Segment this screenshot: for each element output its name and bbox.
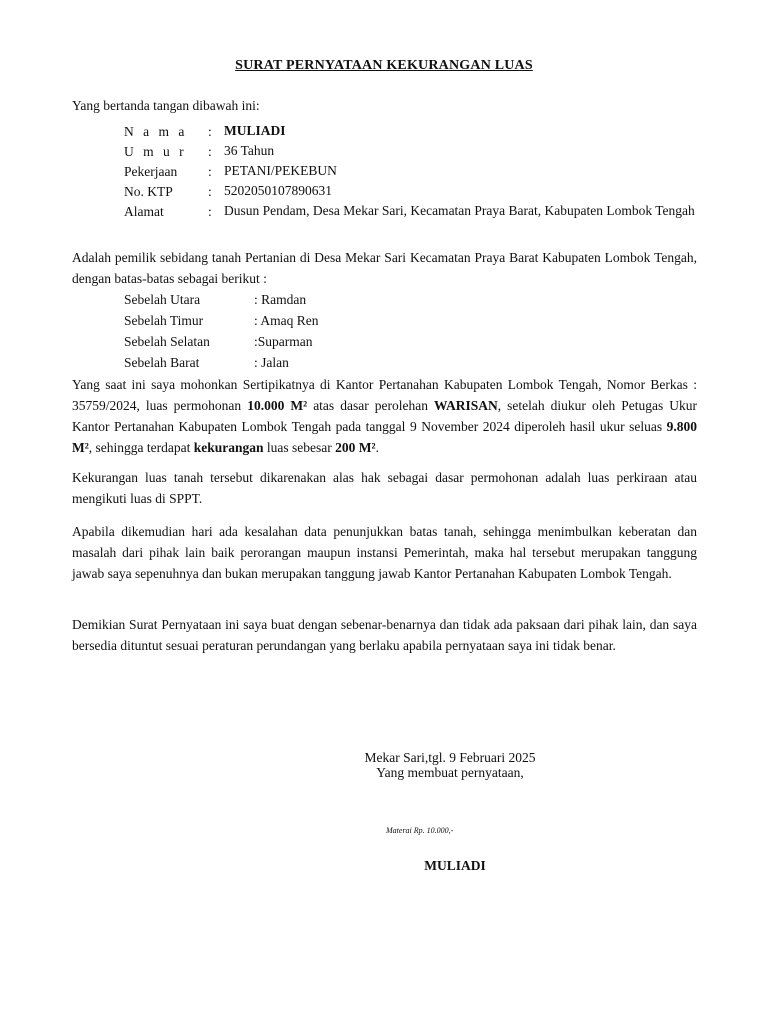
identity-label: U m u r	[124, 144, 187, 159]
identity-row-address	[124, 204, 708, 220]
identity-label: Pekerjaan	[124, 164, 178, 179]
identity-value: MULIADI	[224, 123, 286, 138]
boundary-value: : Ramdan	[254, 292, 307, 307]
identity-block	[124, 124, 708, 224]
identity-row-name	[124, 124, 708, 140]
request-paragraph	[72, 374, 697, 458]
shortfall-word: kekurangan	[193, 440, 264, 455]
boundary-north	[124, 289, 319, 310]
closing-paragraph: Demikian Surat Pernyataan ini saya buat dengan sebenar-benarnya dan tidak ada paksaan dari pihak lain, dan saya bersedia dituntut sesuai peraturan perundangan yang berlaku apabila pernyataan saya ini tidak benar.	[72, 617, 697, 653]
boundary-value: :Suparman	[254, 334, 313, 349]
measured-area: 9.800 M²	[72, 419, 697, 455]
signature-role: Yang membuat pernyataan,	[376, 765, 524, 780]
boundary-south	[124, 331, 319, 352]
request-area: 10.000 M²	[247, 398, 308, 413]
boundary-label: Sebelah Timur	[124, 313, 204, 328]
boundary-label: Sebelah Barat	[124, 355, 200, 370]
identity-sep: :	[208, 204, 212, 219]
boundary-value: : Jalan	[254, 355, 289, 370]
identity-value: PETANI/PEKEBUN	[224, 163, 337, 178]
signatory-name: MULIADI	[424, 858, 486, 873]
boundary-label: Sebelah Utara	[124, 292, 201, 307]
identity-row-age	[124, 144, 708, 160]
boundaries-list	[124, 289, 319, 373]
signature-place-date: Mekar Sari,tgl. 9 Februari 2025	[364, 750, 536, 765]
identity-value: 5202050107890631	[224, 183, 332, 198]
identity-label: No. KTP	[124, 184, 173, 199]
identity-row-occupation	[124, 164, 708, 180]
request-text: .	[375, 440, 379, 455]
acquisition-basis: WARISAN	[433, 398, 498, 413]
boundary-west	[124, 352, 319, 373]
identity-label: Alamat	[124, 204, 164, 219]
identity-label: N a m a	[124, 124, 188, 139]
document-title: SURAT PERNYATAAN KEKURANGAN LUAS	[235, 58, 533, 73]
ownership-paragraph: Adalah pemilik sebidang tanah Pertanian di Desa Mekar Sari Kecamatan Praya Barat Kabupaten Lombok Tengah, dengan batas-batas sebagai berikut :	[72, 250, 697, 286]
identity-sep: :	[208, 124, 212, 139]
boundary-value: : Amaq Ren	[254, 313, 319, 328]
liability-paragraph: Apabila dikemudian hari ada kesalahan data penunjukkan batas tanah, sehingga menimbulkan keberatan dan masalah dari pihak lain baik perorangan maupun instansi Pemerintah, maka hal tersebut merupakan tanggung jawab saya sepenuhnya dan bukan merupakan tanggung jawab Kantor Pertanahan Kabupaten Lombok Tengah.	[72, 524, 697, 581]
shortfall-area: 200 M²	[335, 440, 376, 455]
request-text: , setelah diukur oleh Petugas Ukur Kantor Pertanahan Kabupaten Lombok Tengah pada tanggal 9 November 2024 diperoleh hasil ukur seluas	[72, 398, 697, 434]
boundary-label: Sebelah Selatan	[124, 334, 210, 349]
boundary-east	[124, 310, 319, 331]
request-text: atas dasar perolehan	[307, 398, 434, 413]
request-text: luas sebesar	[263, 440, 336, 455]
stamp-duty-note: Materai Rp. 10.000,-	[386, 826, 454, 835]
intro-line: Yang bertanda tangan dibawah ini:	[72, 98, 260, 113]
reason-paragraph: Kekurangan luas tanah tersebut dikarenakan alas hak sebagai dasar permohonan adalah luas perkiraan atau mengikuti luas di SPPT.	[72, 470, 697, 506]
identity-row-ktp	[124, 184, 708, 200]
identity-sep: :	[208, 144, 212, 159]
identity-value: Dusun Pendam, Desa Mekar Sari, Kecamatan Praya Barat, Kabupaten Lombok Tengah	[224, 203, 695, 218]
identity-sep: :	[208, 184, 212, 199]
identity-value: 36 Tahun	[224, 143, 275, 158]
request-text: , sehingga terdapat	[88, 440, 194, 455]
identity-sep: :	[208, 164, 212, 179]
request-text: Yang saat ini saya mohonkan Sertipikatnya di Kantor Pertanahan Kabupaten Lombok Tengah, Nomor Berkas : 35759/2024, luas permohonan	[72, 377, 697, 413]
